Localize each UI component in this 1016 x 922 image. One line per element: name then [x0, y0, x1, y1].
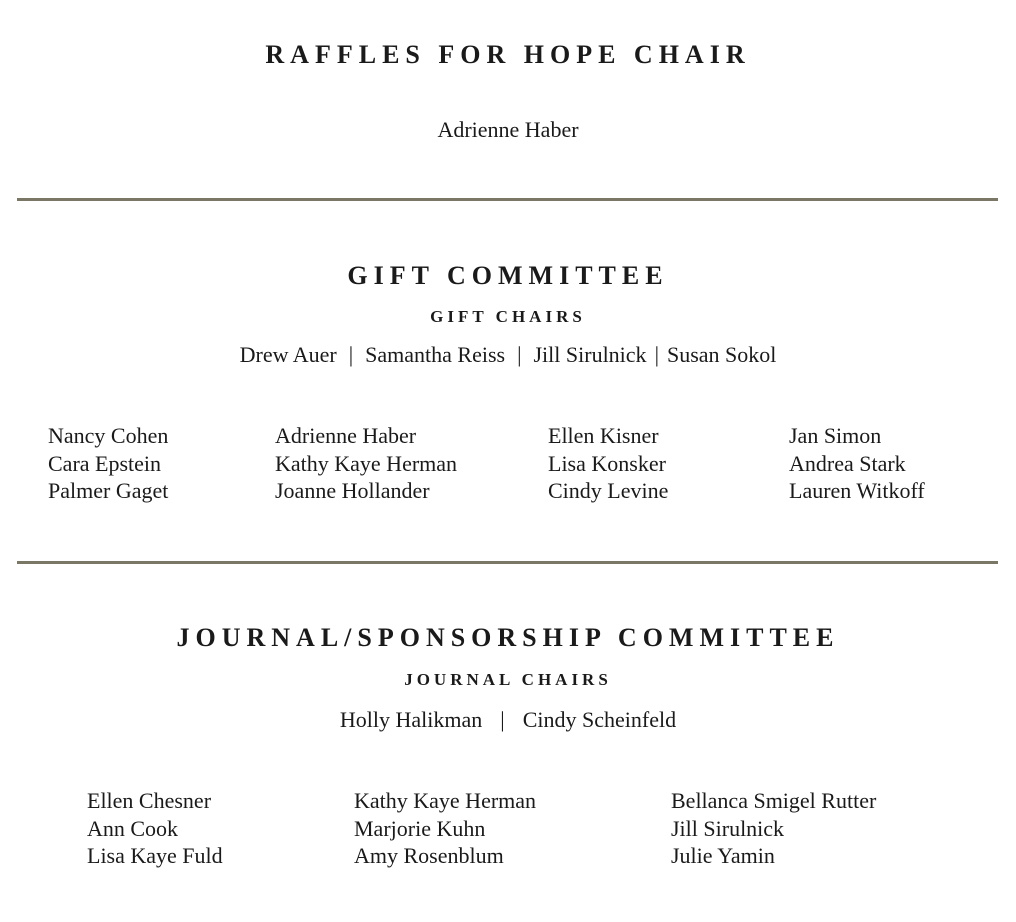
journal-chair-name: Holly Halikman	[339, 707, 483, 732]
gift-chairs-label: GIFT CHAIRS	[430, 307, 586, 326]
raffles-chair-name: Adrienne Haber	[437, 117, 579, 142]
journal-member: Bellanca Smigel Rutter	[671, 788, 877, 813]
journal-committee-title: JOURNAL/SPONSORSHIP COMMITTEE	[176, 623, 840, 652]
gift-member: Cara Epstein	[48, 450, 162, 476]
journal-member-column	[671, 787, 876, 870]
journal-member: Julie Yamin	[671, 843, 775, 868]
separator: |	[500, 707, 505, 732]
gift-chair-name: Jill Sirulnick	[533, 342, 647, 367]
section-divider	[17, 198, 998, 201]
gift-chair-name: Samantha Reiss	[365, 342, 506, 367]
gift-member: Lisa Konsker	[548, 450, 666, 476]
journal-member: Amy Rosenblum	[354, 843, 504, 868]
section-divider	[17, 561, 998, 564]
journal-member: Ann Cook	[87, 815, 179, 841]
journal-chairs-label: JOURNAL CHAIRS	[404, 670, 612, 689]
gift-member-column	[548, 422, 668, 505]
journal-member: Jill Sirulnick	[671, 815, 785, 841]
journal-chair-name: Cindy Scheinfeld	[522, 707, 677, 732]
journal-member: Kathy Kaye Herman	[354, 788, 537, 813]
gift-member-column	[48, 422, 168, 505]
gift-member: Cindy Levine	[548, 478, 669, 503]
journal-member-column	[87, 787, 223, 870]
gift-chairs-line	[0, 342, 1016, 368]
gift-member-column	[789, 422, 925, 505]
raffles-title: RAFFLES FOR HOPE CHAIR	[265, 40, 751, 69]
gift-chair-name: Drew Auer	[239, 342, 337, 367]
journal-member: Ellen Chesner	[87, 788, 212, 813]
gift-member: Nancy Cohen	[48, 423, 169, 448]
journal-member-column	[354, 787, 536, 870]
gift-member: Andrea Stark	[789, 450, 906, 476]
gift-member-column	[275, 422, 457, 505]
gift-chair-name: Susan Sokol	[666, 342, 777, 367]
gift-committee-title: GIFT COMMITTEE	[347, 261, 669, 290]
gift-member: Joanne Hollander	[275, 478, 430, 503]
gift-member: Adrienne Haber	[275, 423, 417, 448]
journal-member: Marjorie Kuhn	[354, 815, 486, 841]
separator: |	[517, 342, 522, 367]
gift-member: Palmer Gaget	[48, 478, 169, 503]
gift-member: Kathy Kaye Herman	[275, 450, 458, 476]
journal-member: Lisa Kaye Fuld	[87, 843, 223, 868]
separator: |	[654, 342, 659, 367]
journal-chairs-line	[0, 707, 1016, 733]
separator: |	[348, 342, 354, 367]
gift-member: Ellen Kisner	[548, 423, 659, 448]
gift-member: Jan Simon	[789, 423, 882, 448]
gift-member: Lauren Witkoff	[789, 478, 925, 503]
